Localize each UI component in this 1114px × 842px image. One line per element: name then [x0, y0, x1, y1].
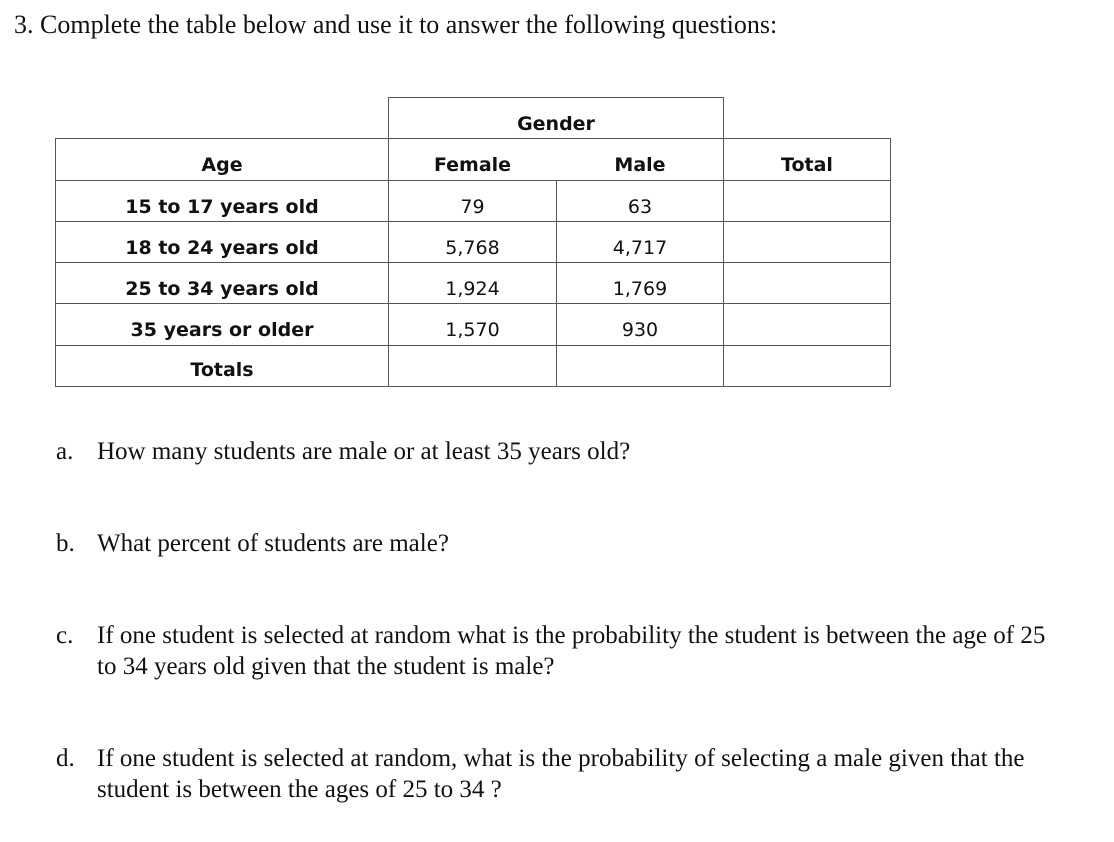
table-cell-total: [724, 310, 890, 350]
question-text: If one student is selected at random what is the probability the student is between the age of 25 to 34 years old given that the student is male?: [97, 622, 1046, 680]
table-cell-total: [724, 269, 890, 309]
table-cell-female: 79: [460, 196, 485, 218]
header-total: Total: [781, 154, 833, 176]
table-cell-total: [724, 228, 890, 268]
gender-group-header: Gender: [517, 113, 595, 135]
table-cell-male: 4,717: [612, 237, 668, 259]
table-row-age: 25 to 34 years old: [125, 278, 319, 300]
problem-title: 3. Complete the table below and use it to answer the following questions:: [14, 10, 778, 39]
table-cell-male: 1,769: [612, 278, 668, 300]
header-age: Age: [201, 154, 243, 176]
table-cell-total: [724, 187, 890, 227]
table-cell-female: 1,570: [445, 319, 500, 341]
totals-label: Totals: [190, 359, 254, 381]
table-cell-male: 63: [627, 196, 653, 218]
question-text: If one student is selected at random, what is the probability of selecting a male given that the student is between the ages of 25 to 34 ?: [97, 745, 1025, 803]
question-letter: a.: [56, 438, 74, 465]
header-male: Male: [614, 154, 666, 176]
table-cell-female: 5,768: [445, 237, 500, 259]
table-row-age: 15 to 17 years old: [125, 196, 319, 218]
table-cell-female: 1,924: [445, 278, 500, 300]
table-cell-male: 930: [621, 319, 659, 341]
header-female: Female: [433, 154, 512, 176]
table-row-age: 35 years or older: [130, 319, 314, 341]
question-letter: c.: [56, 622, 74, 649]
table-row-age: 18 to 24 years old: [125, 237, 319, 259]
question-letter: d.: [56, 745, 75, 772]
question-letter: b.: [56, 530, 75, 557]
question-text: What percent of students are male?: [97, 530, 449, 557]
question-text: How many students are male or at least 35 years old?: [97, 438, 631, 465]
